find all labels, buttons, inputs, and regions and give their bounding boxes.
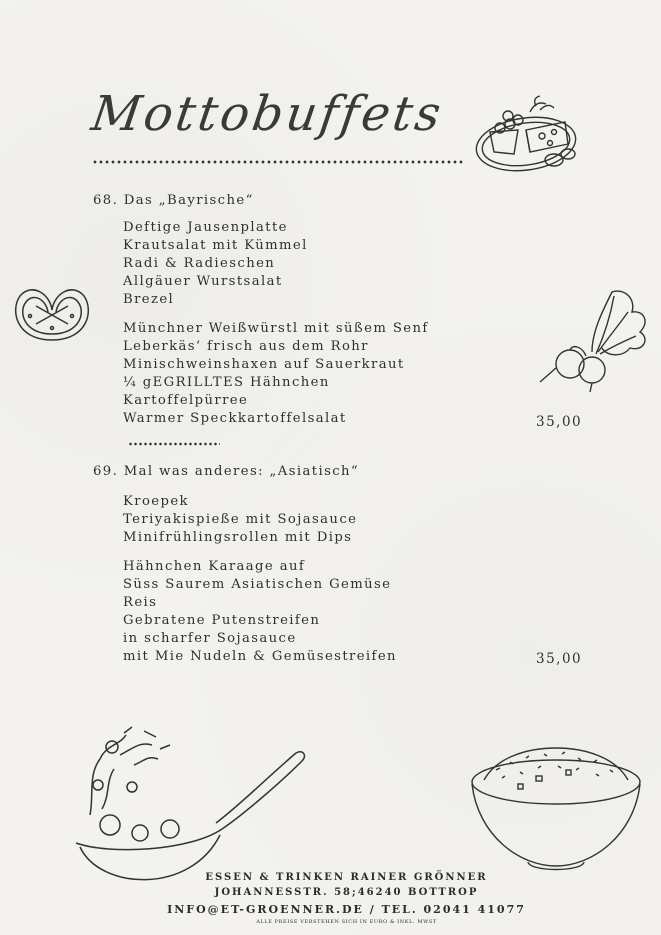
menu-item: in scharfer Sojasauce bbox=[123, 631, 297, 646]
pretzel-icon bbox=[6, 280, 98, 350]
menu-item: Radi & Radieschen bbox=[123, 256, 276, 271]
menu-item: Minischweinshaxen auf Sauerkraut bbox=[123, 357, 405, 372]
menu-item: Warmer Speckkartoffelsalat bbox=[123, 411, 347, 426]
cheese-platter-icon bbox=[470, 92, 585, 182]
radish-icon bbox=[532, 282, 654, 394]
page-title: Mottobuffets bbox=[88, 86, 447, 142]
menu-item: Deftige Jausenplatte bbox=[123, 220, 288, 235]
menu-item: Hähnchen Karaage auf bbox=[123, 559, 306, 574]
menu-item: mit Mie Nudeln & Gemüsestreifen bbox=[123, 649, 397, 664]
section-heading: 68. Das „Bayrische“ bbox=[93, 193, 254, 208]
menu-item: Allgäuer Wurstsalat bbox=[123, 274, 283, 289]
footer-company: ESSEN & TRINKEN RAINER GRÖNNER bbox=[205, 872, 488, 883]
footer-address: JOHANNESSTR. 58;46240 BOTTROP bbox=[214, 887, 479, 898]
menu-item: Krautsalat mit Kümmel bbox=[123, 238, 308, 253]
menu-item: Kartoffelpürree bbox=[123, 393, 249, 408]
price-label: 35,00 bbox=[536, 414, 583, 430]
dotted-divider bbox=[128, 442, 220, 446]
rice-bowl-icon bbox=[466, 740, 646, 880]
section-heading: 69. Mal was anderes: „Asiatisch“ bbox=[93, 464, 360, 479]
dotted-divider bbox=[92, 160, 464, 164]
price-label: 35,00 bbox=[536, 651, 583, 667]
menu-item: Brezel bbox=[123, 292, 175, 307]
menu-item: Teriyakispieße mit Sojasauce bbox=[123, 512, 358, 527]
menu-item: Gebratene Putenstreifen bbox=[123, 613, 321, 628]
menu-item: Kroepek bbox=[123, 494, 189, 509]
menu-item: ¼ gEGRILLTES Hähnchen bbox=[123, 375, 330, 390]
menu-item: Süss Saurem Asiatischen Gemüse bbox=[123, 577, 392, 592]
wok-icon bbox=[40, 725, 310, 895]
menu-item: Münchner Weißwürstl mit süßem Senf bbox=[123, 321, 429, 336]
menu-item: Leberkäs‘ frisch aus dem Rohr bbox=[123, 339, 369, 354]
menu-item: Reis bbox=[123, 595, 158, 610]
footer-price-note: ALLE PREISE VERSTEHEN SICH IN EURO & INKL. MWST bbox=[256, 919, 437, 925]
menu-item: Minifrühlingsrollen mit Dips bbox=[123, 530, 353, 545]
footer-contact: INFO@ET-GROENNER.DE / TEL. 02041 41077 bbox=[167, 903, 526, 916]
